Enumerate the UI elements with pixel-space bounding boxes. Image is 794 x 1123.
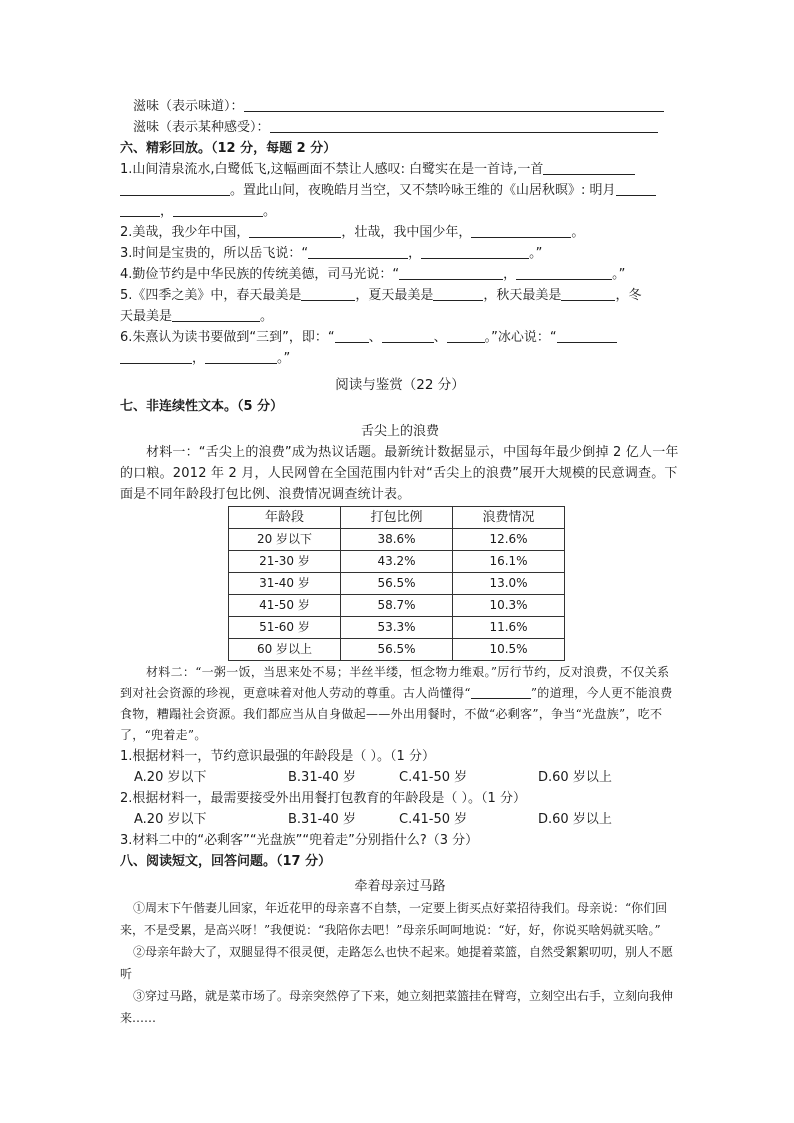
- s7-q2-options: [120, 809, 680, 830]
- s6-q6-blank6[interactable]: [205, 349, 277, 364]
- table-row: [229, 573, 565, 595]
- table-header-row: [229, 507, 565, 529]
- s7-q2-option-b[interactable]: B.31-40 岁: [288, 812, 356, 827]
- table-row: [229, 595, 565, 617]
- section6-heading: 六、精彩回放。（12 分，每题 2 分）: [120, 141, 337, 156]
- s6-q1-line3: ， 。: [120, 201, 680, 222]
- s6-q2: 2.美哉，我少年中国， ，壮哉，我中国少年， 。: [120, 225, 585, 240]
- reading-title: 阅读与鉴赏（22 分）: [335, 377, 465, 393]
- s7-q1-option-a[interactable]: A.20 岁以下: [134, 770, 207, 785]
- s7-q2-option-c[interactable]: C.41-50 岁: [399, 812, 468, 827]
- s6-q6-blank5[interactable]: [120, 349, 192, 364]
- s6-q6-blank1[interactable]: [335, 328, 369, 343]
- table-cell: 56.5%: [341, 639, 453, 661]
- table-cell: 53.3%: [341, 617, 453, 639]
- s6-q6-blank4[interactable]: [557, 328, 617, 343]
- s7-q2: 2.根据材料一，最需要接受外出用餐打包教育的年龄段是（ ）。（1 分）: [120, 791, 526, 806]
- table-header: 打包比例: [341, 507, 453, 529]
- section8-heading: 八、阅读短文，回答问题。（17 分）: [120, 854, 332, 869]
- s6-q1-blank2[interactable]: [120, 181, 230, 196]
- s6-q4: 4.勤俭节约是中华民族的传统美德，司马光说：“ ， 。”: [120, 267, 626, 282]
- article-title: 舌尖上的浪费: [360, 424, 439, 439]
- s6-q6-blank3[interactable]: [447, 328, 485, 343]
- s6-q4-blank2[interactable]: [516, 265, 612, 280]
- table-row: [229, 551, 565, 573]
- s6-q6-line2: ， 。”: [120, 348, 680, 369]
- table-cell: 10.5%: [453, 639, 565, 661]
- s6-q1-blank4[interactable]: [120, 202, 160, 217]
- table-cell: 43.2%: [341, 551, 453, 573]
- survey-table: [228, 506, 565, 661]
- s7-q3: 3.材料二中的“必剩客”“光盘族”“兜着走”分别指什么?（3 分）: [120, 833, 479, 848]
- table-cell: 20 岁以下: [229, 529, 341, 551]
- table-cell: 11.6%: [453, 617, 565, 639]
- s7-q1-option-b[interactable]: B.31-40 岁: [288, 770, 356, 785]
- table-header: 年龄段: [229, 507, 341, 529]
- s7-q2-option-a[interactable]: A.20 岁以下: [134, 812, 207, 827]
- s6-q5-line2: 天最美是 。: [120, 309, 274, 324]
- s6-q5-blank1[interactable]: [301, 286, 355, 301]
- s6-q1-blank5[interactable]: [173, 202, 263, 217]
- taste-blank[interactable]: [244, 97, 664, 112]
- table-cell: 56.5%: [341, 573, 453, 595]
- feel-blank[interactable]: [270, 118, 658, 133]
- s6-q1-blank3[interactable]: [616, 181, 656, 196]
- s6-q6-line1: 6.朱熹认为读书要做到“三到”，即：“ 、 、 。”冰心说：“: [120, 327, 680, 348]
- s7-q1-option-d[interactable]: D.60 岁以上: [538, 770, 612, 785]
- table-cell: 12.6%: [453, 529, 565, 551]
- exam-page: [120, 96, 680, 1029]
- s6-q5-blank2[interactable]: [433, 286, 483, 301]
- table-row: [229, 529, 565, 551]
- s6-q4-blank1[interactable]: [399, 265, 503, 280]
- s7-q1: 1.根据材料一，节约意识最强的年龄段是（ ）。（1 分）: [120, 749, 435, 764]
- table-row: [229, 617, 565, 639]
- table-cell: 38.6%: [341, 529, 453, 551]
- table-cell: 16.1%: [453, 551, 565, 573]
- s6-q1-line1: 1.山间清泉流水,白鹭低飞,这幅画面不禁让人感叹: 白鹭实在是一首诗,一首: [120, 159, 680, 180]
- table-cell: 21-30 岁: [229, 551, 341, 573]
- s6-q1-blank1[interactable]: [543, 160, 635, 175]
- taste-label: 滋味（表示味道）：: [133, 99, 244, 114]
- table-cell: 51-60 岁: [229, 617, 341, 639]
- s7-q1-option-c[interactable]: C.41-50 岁: [399, 770, 468, 785]
- taste-line: [120, 96, 680, 117]
- table-cell: 13.0%: [453, 573, 565, 595]
- table-cell: 41-50 岁: [229, 595, 341, 617]
- story-para-2: ②母亲年龄大了，双腿显得不很灵便，走路怎么也快不起来。她提着菜篮，自然受絮絮叨叨，别人不愿听: [120, 945, 674, 981]
- s6-q3-blank2[interactable]: [421, 244, 529, 259]
- s6-q3: 3.时间是宝贵的，所以岳飞说：“ ， 。”: [120, 246, 543, 261]
- s6-q6-blank2[interactable]: [382, 328, 434, 343]
- s6-q5-blank4[interactable]: [172, 307, 260, 322]
- s6-q1-line2: 。置此山间，夜晚皓月当空，又不禁吟咏王维的《山居秋暝》: 明月: [120, 180, 680, 201]
- feel-line: [120, 117, 680, 138]
- story-para-3: ③穿过马路，就是菜市场了。母亲突然停了下来，她立刻把菜篮挂在臂弯，立刻空出右手，立刻向我伸来……: [120, 989, 674, 1025]
- s6-q3-blank1[interactable]: [308, 244, 408, 259]
- material2-blank[interactable]: [471, 684, 531, 699]
- table-row: [229, 639, 565, 661]
- material1: 材料一：“舌尖上的浪费”成为热议话题。最新统计数据显示，中国每年最少倒掉 2 亿人一年的口粮。2012 年 2 月，人民网曾在全国范围内针对“舌尖上的浪费”展开大规模的民意调查。下面是不同年龄段打包比例、浪费情况调查统计表。: [120, 445, 679, 502]
- table-header: 浪费情况: [453, 507, 565, 529]
- s6-q5-line1: 5.《四季之美》中，春天最美是 ，夏天最美是 ，秋天最美是 ，冬: [120, 288, 642, 303]
- story-title: 牵着母亲过马路: [354, 879, 446, 894]
- s7-q2-option-d[interactable]: D.60 岁以上: [538, 812, 612, 827]
- feel-label: 滋味（表示某种感受）：: [133, 120, 270, 135]
- s7-q1-options: [120, 767, 680, 788]
- s6-q2-blank1[interactable]: [249, 223, 341, 238]
- s6-q2-blank2[interactable]: [471, 223, 571, 238]
- table-cell: 31-40 岁: [229, 573, 341, 595]
- story-para-1: ①周末下午偕妻儿回家，年近花甲的母亲喜不自禁，一定要上街买点好菜招待我们。母亲说：“你们回来，不是受累，是高兴呀！”我便说：“我陪你去吧！”母亲乐呵呵地说：“好，好，你说买啥妈就买啥。”: [120, 901, 668, 937]
- table-cell: 58.7%: [341, 595, 453, 617]
- material2: 材料二：“一粥一饭，当思来处不易；半丝半缕，恒念物力维艰。”厉行节约，反对浪费，不仅关系到对社会资源的珍视，更意味着对他人劳动的尊重。古人尚懂得“ ”的道理，今人更不能浪费食物，糟蹋社会资源。我们都应当从自身做起——外出用餐时，不做“必剩客”，争当“光盘族”，吃不了，“兜着走”。: [120, 665, 673, 742]
- table-cell: 60 岁以上: [229, 639, 341, 661]
- s6-q5-blank3[interactable]: [561, 286, 615, 301]
- table-cell: 10.3%: [453, 595, 565, 617]
- section7-heading: 七、非连续性文本。（5 分）: [120, 399, 284, 414]
